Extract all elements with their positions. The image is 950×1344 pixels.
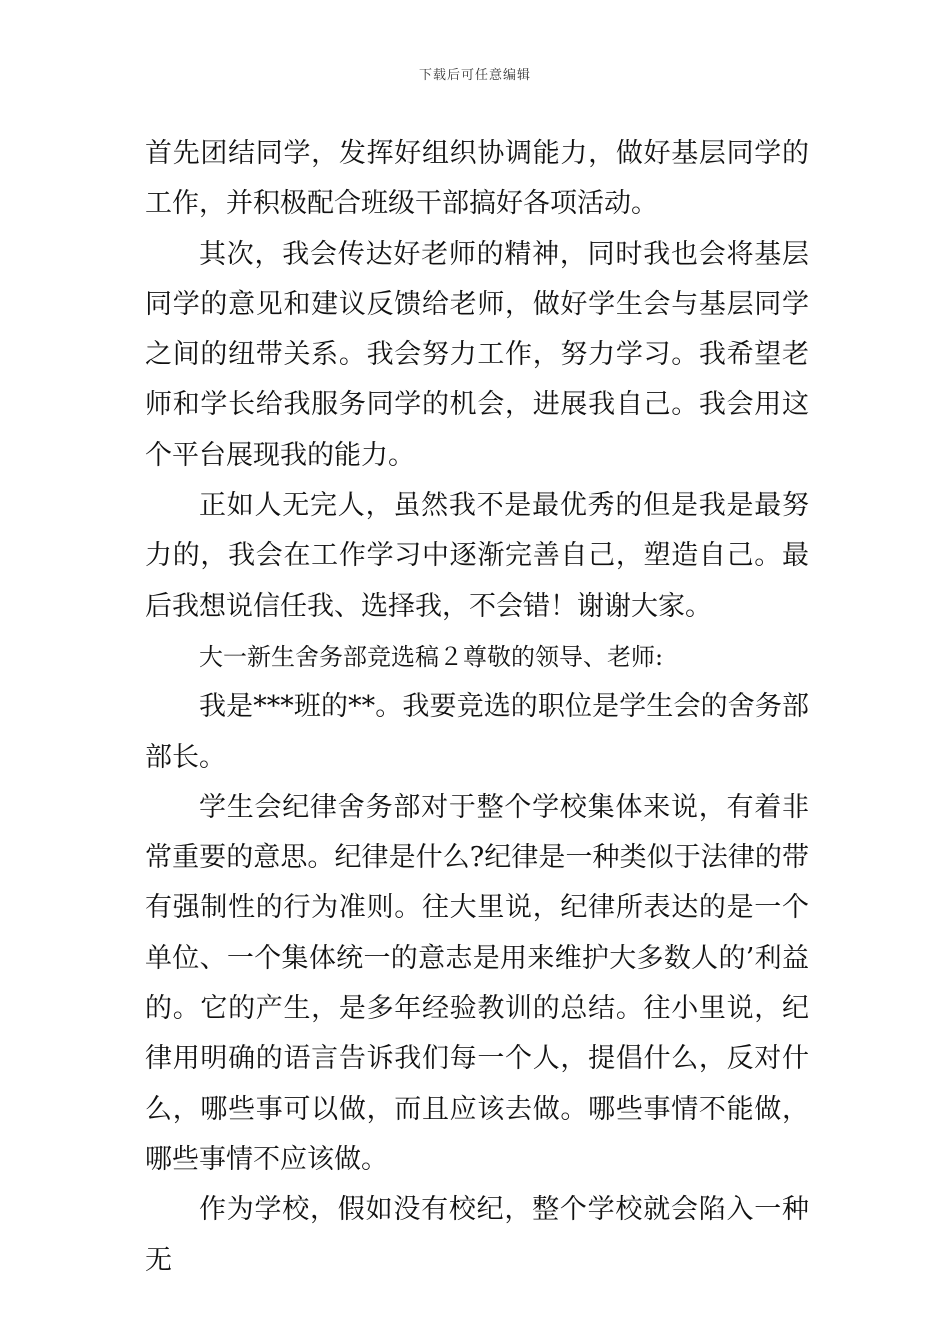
page-header: 下载后可任意编辑: [418, 68, 531, 83]
paragraph-7: 作为学校，假如没有校纪，整个学校就会陷入一种无: [145, 1194, 809, 1276]
paragraph-2: 其次，我会传达好老师的精神，同时我也会将基层同学的意见和建议反馈给老师，做好学生会与基层同学之间的纽带关系。我会努力工作，努力学习。我希望老师和学长给我服务同学的机会，进展我自己。我会用这个平台展现我的能力。: [145, 238, 809, 471]
paragraph-6: 学生会纪律舍务部对于整个学校集体来说，有着非常重要的意思。纪律是什么?纪律是一种类似于法律的带有强制性的行为准则。往大里说，纪律所表达的是一个单位、一个集体统一的意志是用来维护大多数人的’利益的。它的产生，是多年经验教训的总结。往小里说，纪律用明确的语言告诉我们每一个人，提倡什么，反对什么，哪些事可以做，而且应该去做。哪些事情不能做，哪些事情不应该做。: [145, 791, 809, 1175]
paragraph-4-heading: 大一新生舍务部竞选稿２尊敬的领导、老师:: [199, 642, 664, 671]
paragraph-1: 首先团结同学，发挥好组织协调能力，做好基层同学的工作，并积极配合班级干部搞好各项活动。: [145, 138, 809, 220]
paragraph-3: 正如人无完人，虽然我不是最优秀的但是我是最努力的，我会在工作学习中逐渐完善自己，塑造自己。最后我想说信任我、选择我，不会错！谢谢大家。: [145, 490, 809, 622]
document-body: [145, 129, 809, 1286]
paragraph-5: 我是***班的**。我要竞选的职位是学生会的舍务部部长。: [145, 691, 809, 773]
